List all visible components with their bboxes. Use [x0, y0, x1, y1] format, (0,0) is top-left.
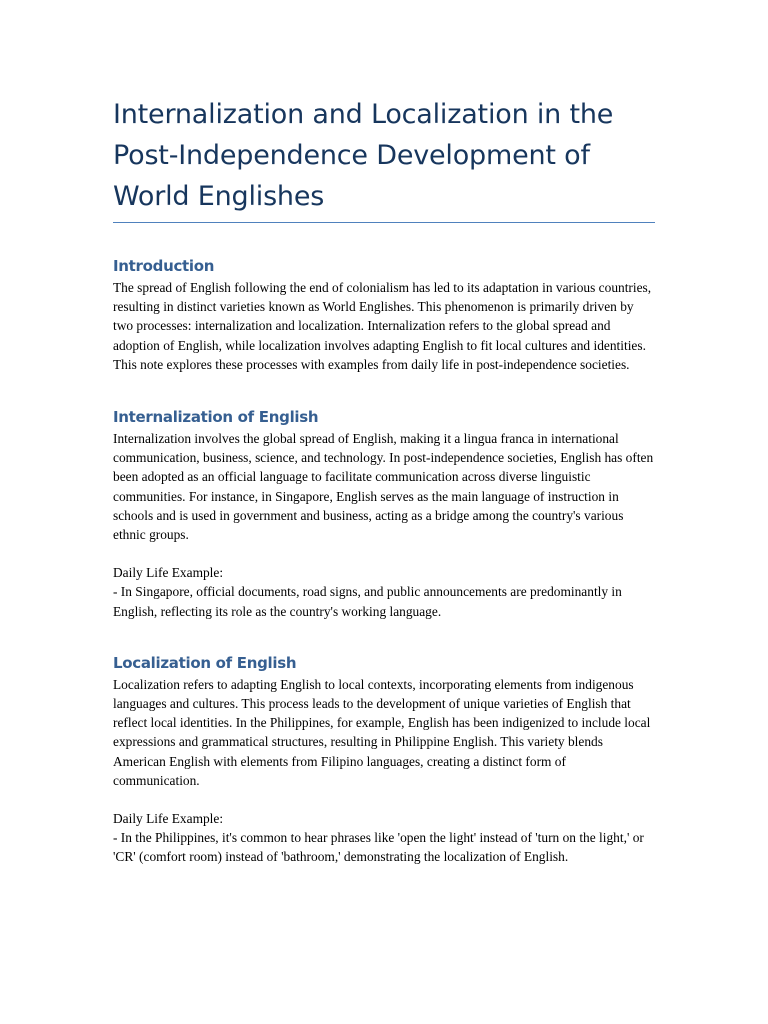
- section-introduction: [113, 256, 655, 374]
- section-heading-localization: Localization of English: [113, 653, 297, 672]
- section-localization: [113, 653, 655, 867]
- localization-example-label: Daily Life Example:: [113, 811, 224, 827]
- intro-paragraph: The spread of English following the end of colonialism has led to its adaptation in various countries, resulting in distinct varieties known as World Englishes. This phenomenon is primarily driven by two processes: internalization and localization. Internalization refers to the global spread and adoption of English, while localization involves adapting English to fit local cultures and identities. This note explores these processes with examples from daily life in post-independence societies.: [113, 280, 652, 372]
- section-internalization: [113, 407, 655, 621]
- internalization-example-label: Daily Life Example:: [113, 565, 224, 581]
- localization-example-text: - In the Philippines, it's common to hear phrases like 'open the light' instead of 'turn on the light,' or 'CR' (comfort room) instead of 'bathroom,' demonstrating the localization of English.: [113, 830, 644, 865]
- section-heading-introduction: Introduction: [113, 257, 215, 275]
- section-heading-internalization: Internalization of English: [113, 408, 319, 427]
- internalization-example-text: - In Singapore, official documents, road signs, and public announcements are predominantly in English, reflecting its role as the country's working language.: [113, 584, 622, 619]
- internalization-paragraph: Internalization involves the global spread of English, making it a lingua franca in international communication, business, science, and technology. In post-independence societies, English has often been adopted as an official language to facilitate communication across diverse linguistic communities. For instance, in Singapore, English serves as the main language of instruction in schools and is used in government and business, acting as a bridge among the country's various ethnic groups.: [113, 431, 654, 543]
- document-page: [113, 94, 655, 867]
- title-divider: [113, 222, 655, 223]
- document-title: Internalization and Localization in the Post-Independence Development of World Englishes: [113, 99, 614, 212]
- localization-paragraph: Localization refers to adapting English to local contexts, incorporating elements from indigenous languages and cultures. This process leads to the development of unique varieties of English that reflect local identities. In the Philippines, for example, English has been indigenized to include local expressions and grammatical structures, resulting in Philippine English. This variety blends American English with elements from Filipino languages, creating a distinct form of communication.: [113, 676, 651, 788]
